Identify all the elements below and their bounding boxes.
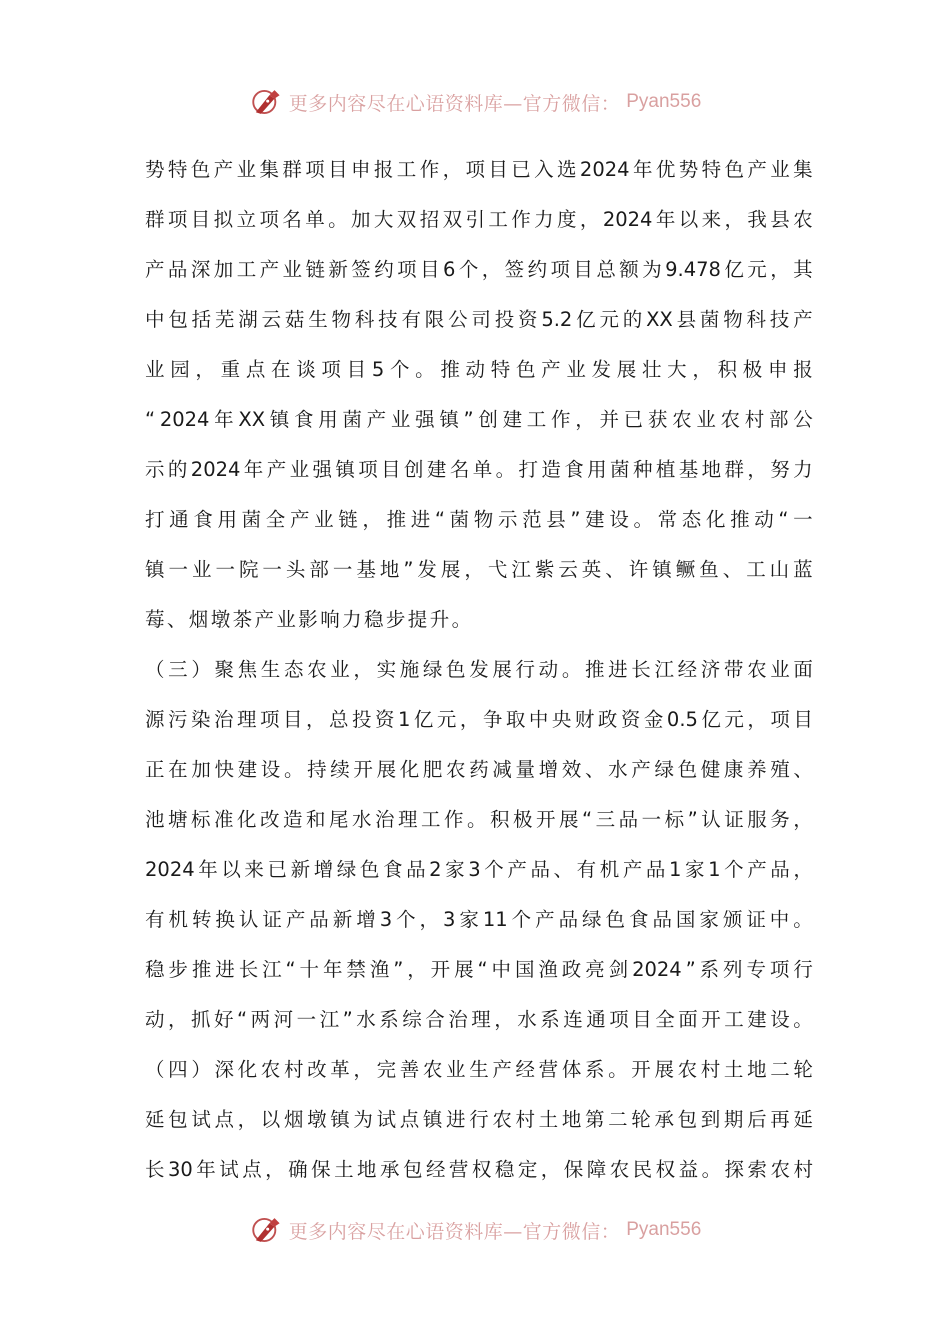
pen-nib-logo-icon bbox=[249, 1213, 283, 1247]
text-line: 产 品 深 加 工 产 业 链 新 签 约 项 目 6 个 ， 签 约 项 目 总 额 为 9.478 亿 元 ， 其 bbox=[145, 258, 813, 281]
text-line: “ 2024 年 XX 镇 食 用 菌 产 业 强 镇 ” 创 建 工 作 ， 并 已 获 农 业 农 村 部 公 bbox=[145, 408, 813, 431]
text-line: 打 通 食 用 菌 全 产 业 链 ， 推 进 “ 菌 物 示 范 县 ” 建 设 。 常 态 化 推 动 “ 一 bbox=[145, 508, 813, 531]
footer-watermark-code: Pyan556 bbox=[626, 1219, 702, 1240]
document-body bbox=[145, 145, 813, 1195]
text-line: 正 在 加 快 建 设 。 持 续 开 展 化 肥 农 药 减 量 增 效 、 水 产 绿 色 健 康 养 殖 、 bbox=[145, 758, 813, 781]
text-line: 有 机 转 换 认 证 产 品 新 增 3 个 ， 3 家 11 个 产 品 绿 色 食 品 国 家 颁 证 中 。 bbox=[145, 908, 813, 931]
text-line: 池 塘 标 准 化 改 造 和 尾 水 治 理 工 作 。 积 极 开 展 “ 三 品 一 标 ” 认 证 服 务 ， bbox=[145, 808, 813, 831]
text-line: 长 30 年 试 点 ， 确 保 土 地 承 包 经 营 权 稳 定 ， 保 障 农 民 权 益 。 探 索 农 村 bbox=[145, 1158, 813, 1181]
text-line: 中 包 括 芜 湖 云 菇 生 物 科 技 有 限 公 司 投 资 5.2 亿 元 的 XX 县 菌 物 科 技 产 bbox=[145, 308, 813, 331]
text-line: 延 包 试 点 ， 以 烟 墩 镇 为 试 点 镇 进 行 农 村 土 地 第 二 轮 承 包 到 期 后 再 延 bbox=[145, 1108, 813, 1131]
text-line: 动 ， 抓 好 “ 两 河 一 江 ” 水 系 综 合 治 理 ， 水 系 连 通 项 目 全 面 开 工 建 设 。 bbox=[145, 1008, 813, 1031]
text-line: 群 项 目 拟 立 项 名 单 。 加 大 双 招 双 引 工 作 力 度 ， 2024 年 以 来 ， 我 县 农 bbox=[145, 208, 813, 231]
text-line: 源 污 染 治 理 项 目 ， 总 投 资 1 亿 元 ， 争 取 中 央 财 政 资 金 0.5 亿 元 ， 项 目 bbox=[145, 708, 813, 731]
header-watermark-text: 更多内容尽在心语资料库—官方微信： bbox=[288, 92, 621, 115]
text-line: 莓、烟墩茶产业影响力稳步提升。 bbox=[145, 608, 474, 631]
text-line: 稳 步 推 进 长 江 “ 十 年 禁 渔 ” ， 开 展 “ 中 国 渔 政 亮 剑 2024 ” 系 列 专 项 行 bbox=[145, 958, 813, 981]
text-line: 2024 年 以 来 已 新 增 绿 色 食 品 2 家 3 个 产 品 、 有 机 产 品 1 家 1 个 产 品 ， bbox=[145, 858, 813, 881]
text-line: 镇 一 业 一 院 一 头 部 一 基 地 ” 发 展 ， 弋 江 紫 云 英 、 许 镇 鳜 鱼 、 工 山 蓝 bbox=[145, 558, 813, 581]
text-line: 业 园 ， 重 点 在 谈 项 目 5 个 。 推 动 特 色 产 业 发 展 壮 大 ， 积 极 申 报 bbox=[145, 358, 813, 381]
header-watermark-code: Pyan556 bbox=[626, 91, 702, 112]
pen-nib-logo-icon bbox=[249, 85, 283, 119]
text-line: 势 特 色 产 业 集 群 项 目 申 报 工 作 ， 项 目 已 入 选 2024 年 优 势 特 色 产 业 集 bbox=[145, 158, 813, 181]
text-line: （ 三 ） 聚 焦 生 态 农 业 ， 实 施 绿 色 发 展 行 动 。 推 进 长 江 经 济 带 农 业 面 bbox=[145, 658, 813, 681]
text-line: （ 四 ） 深 化 农 村 改 革 ， 完 善 农 业 生 产 经 营 体 系 。 开 展 农 村 土 地 二 轮 bbox=[145, 1058, 813, 1081]
footer-watermark bbox=[0, 1210, 950, 1250]
header-watermark bbox=[0, 82, 950, 122]
footer-watermark-text: 更多内容尽在心语资料库—官方微信： bbox=[288, 1220, 621, 1243]
text-line: 示 的 2024 年 产 业 强 镇 项 目 创 建 名 单 。 打 造 食 用 菌 种 植 基 地 群 ， 努 力 bbox=[145, 458, 813, 481]
